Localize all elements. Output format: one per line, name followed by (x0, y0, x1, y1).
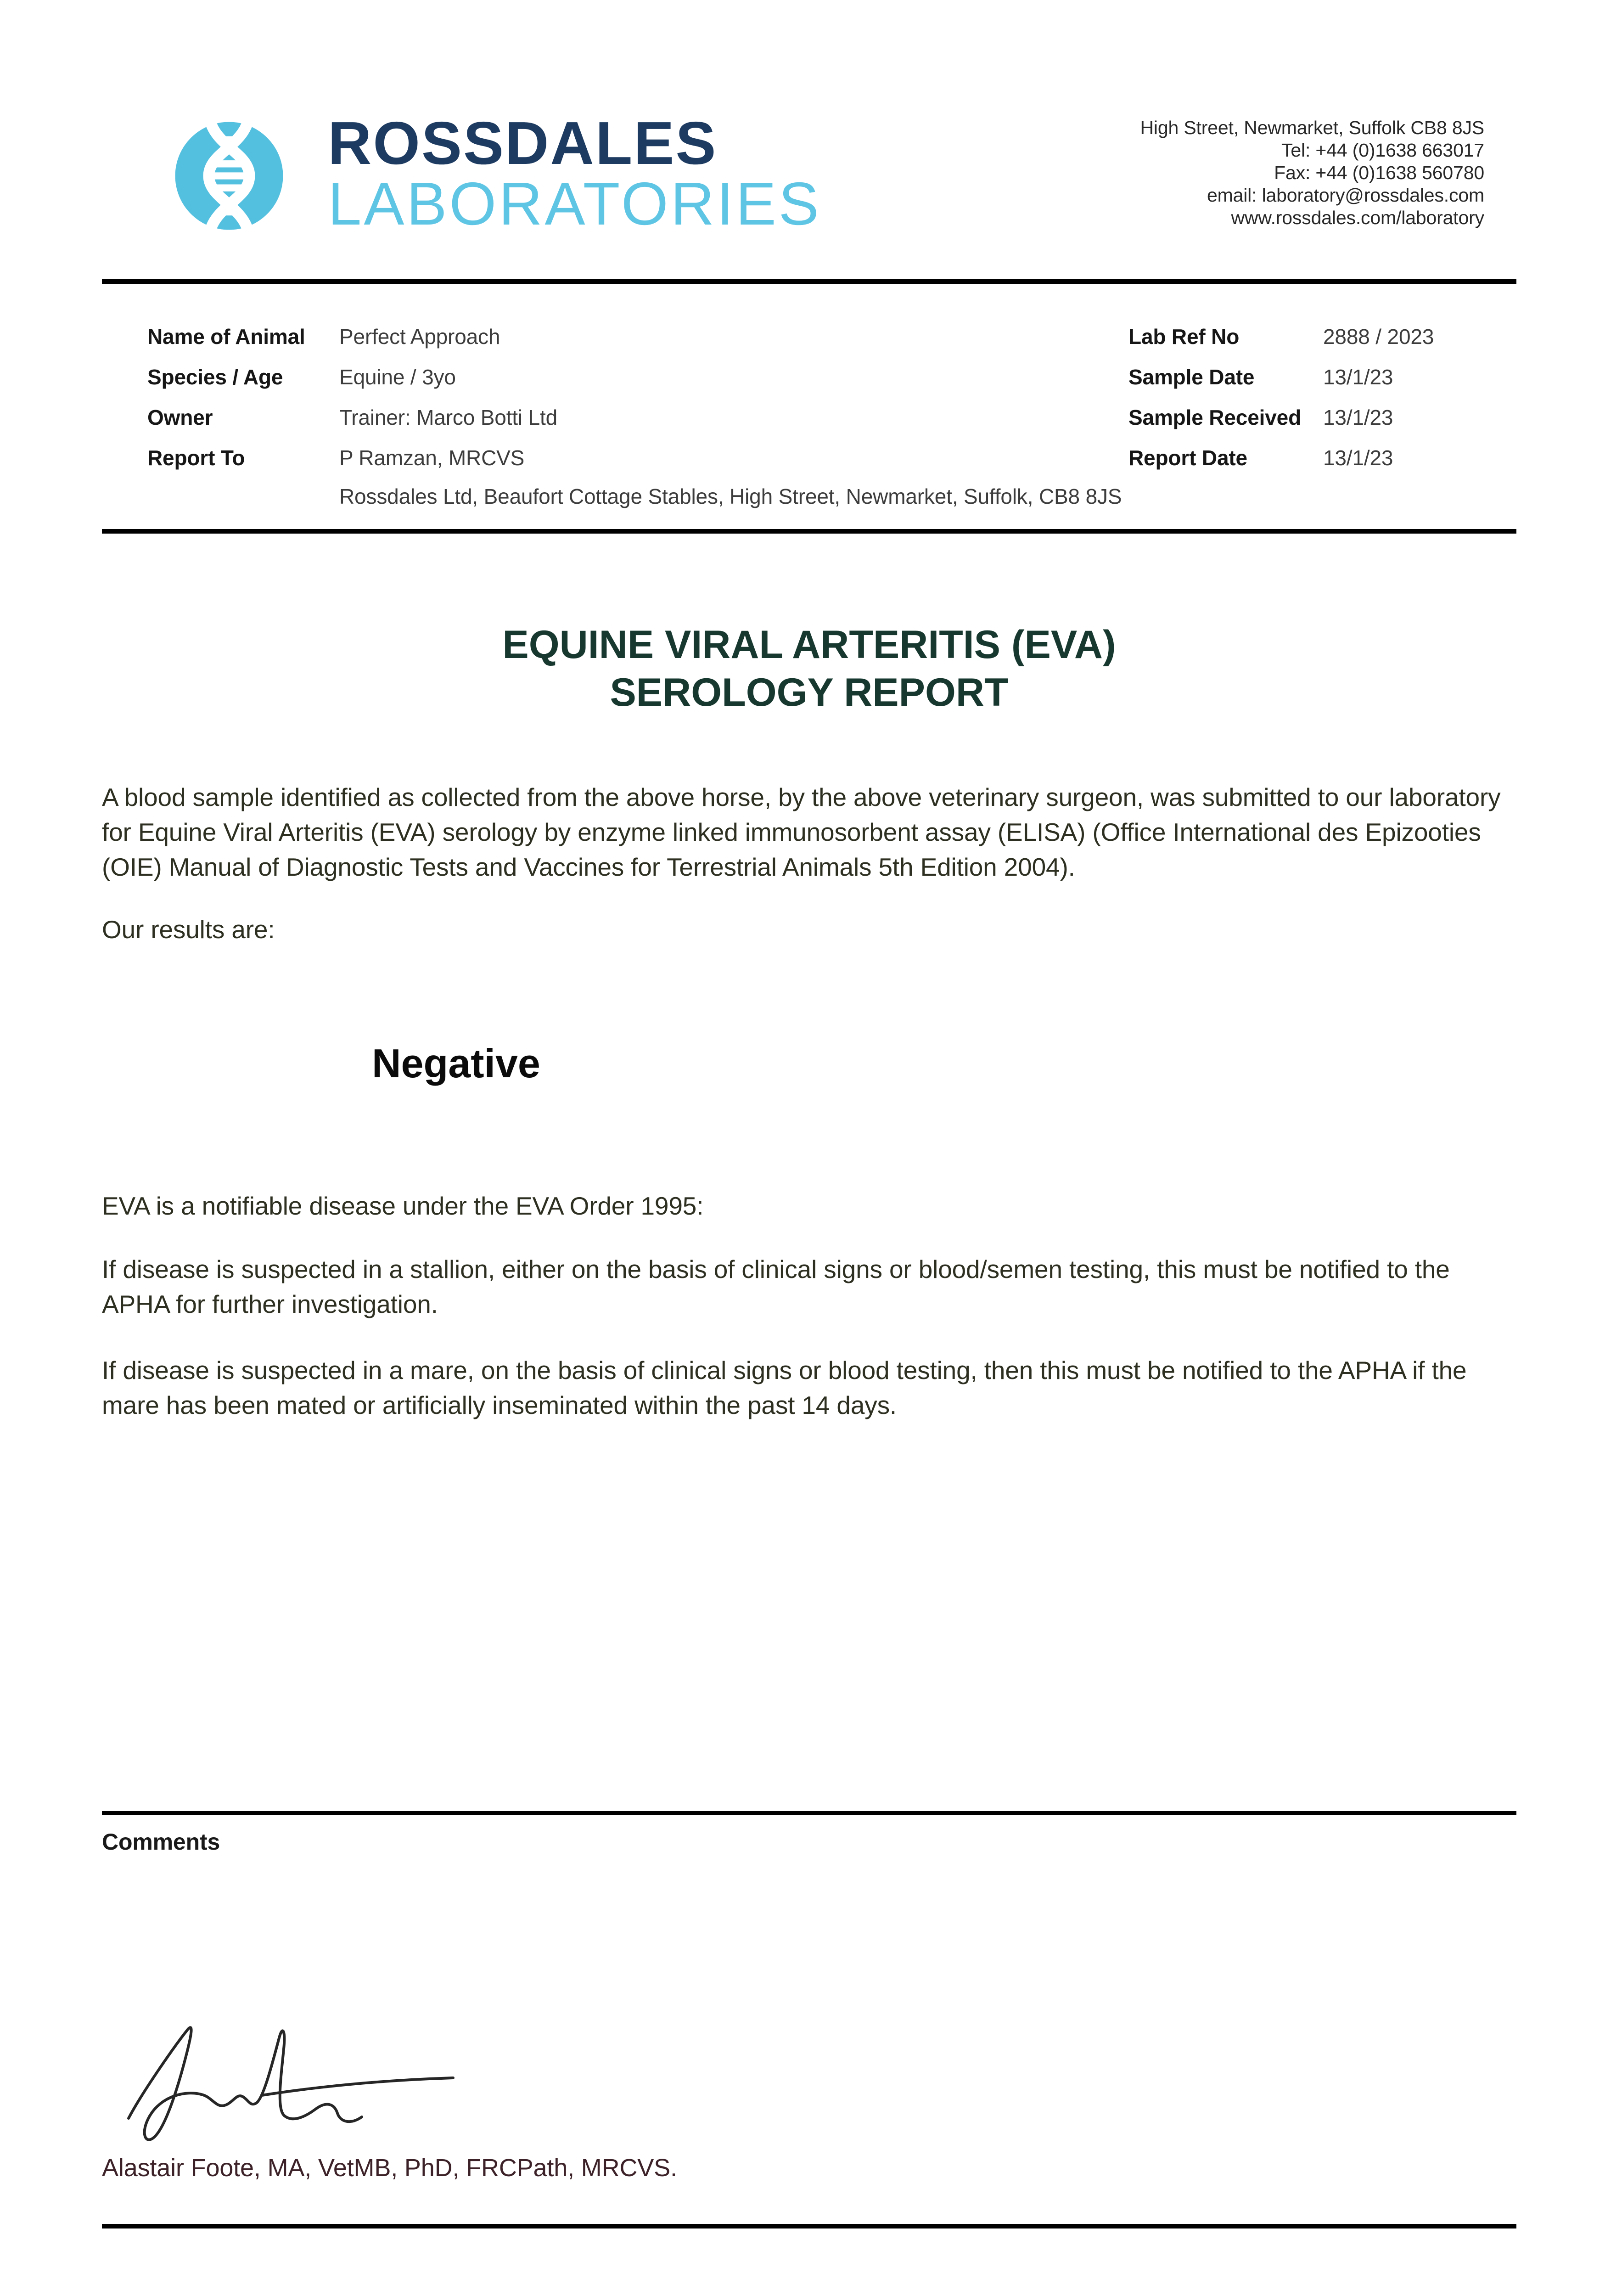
label-lab-ref-no: Lab Ref No (1128, 325, 1240, 349)
label-sample-date: Sample Date (1128, 365, 1255, 389)
report-title-line1: EQUINE VIRAL ARTERITIS (EVA) (502, 623, 1116, 667)
signature-scribble (116, 2020, 465, 2153)
value-lab-ref-no: 2888 / 2023 (1323, 325, 1434, 349)
value-sample-received: 13/1/23 (1323, 405, 1393, 429)
contact-address: High Street, Newmarket, Suffolk CB8 8JS (1140, 117, 1484, 138)
contact-fax: Fax: +44 (0)1638 560780 (1274, 162, 1484, 183)
label-name-of-animal: Name of Animal (147, 325, 305, 349)
results-intro: Our results are: (102, 915, 275, 944)
report-title (102, 621, 1516, 716)
value-report-date: 13/1/23 (1323, 446, 1393, 470)
rossdales-logo-dna-icon (169, 116, 289, 236)
contact-email: email: laboratory@rossdales.com (1207, 185, 1484, 206)
label-species-age: Species / Age (147, 365, 283, 389)
value-report-to: P Ramzan, MRCVS (339, 446, 525, 470)
brand-name-laboratories: LABORATORIES (328, 170, 821, 237)
label-owner: Owner (147, 405, 213, 429)
notifiable-statement: EVA is a notifiable disease under the EVA Order 1995: (102, 1192, 704, 1220)
footer-bar (102, 2224, 1516, 2228)
result-value: Negative (372, 1041, 540, 1086)
contact-block (1140, 117, 1484, 229)
brand-wordmark (328, 109, 821, 237)
report-title-line2: SEROLOGY REPORT (610, 670, 1009, 715)
label-sample-received: Sample Received (1128, 405, 1302, 429)
stallion-note: If disease is suspected in a stallion, either on the basis of clinical signs or blood/semen testing, this must be notified to the APHA for further investigation. (102, 1255, 1450, 1318)
label-report-to: Report To (147, 446, 245, 470)
info-divider (102, 529, 1516, 534)
contact-website: www.rossdales.com/laboratory (1231, 207, 1484, 228)
label-report-date: Report Date (1128, 446, 1247, 470)
value-name-of-animal: Perfect Approach (339, 325, 500, 349)
comments-heading: Comments (102, 1829, 220, 1855)
brand-name-rossdales: ROSSDALES (328, 109, 718, 177)
header-divider (102, 279, 1516, 284)
mare-note: If disease is suspected in a mare, on the basis of clinical signs or blood testing, then this must be notified to the APHA if the mare has been mated or artificially inseminated within the past 14 days. (102, 1356, 1467, 1419)
contact-tel: Tel: +44 (0)1638 663017 (1281, 140, 1484, 161)
value-owner: Trainer: Marco Botti Ltd (339, 405, 558, 429)
signatory-name: Alastair Foote, MA, VetMB, PhD, FRCPath, MRCVS. (102, 2154, 677, 2182)
value-report-to-address: Rossdales Ltd, Beaufort Cottage Stables, High Street, Newmarket, Suffolk, CB8 8JS (339, 484, 1122, 508)
comments-divider (102, 1811, 1516, 1815)
value-sample-date: 13/1/23 (1323, 365, 1393, 389)
intro-paragraph: A blood sample identified as collected from the above horse, by the above veterinary surgeon, was submitted to our laboratory for Equine Viral Arteritis (EVA) serology by enzyme linked immunosorbent assay (ELISA) (Office International des Epizooties (OIE) Manual of Diagnostic Tests and Vaccines for Terrestrial Animals 5th Edition 2004). (102, 783, 1501, 881)
value-species-age: Equine / 3yo (339, 365, 456, 389)
